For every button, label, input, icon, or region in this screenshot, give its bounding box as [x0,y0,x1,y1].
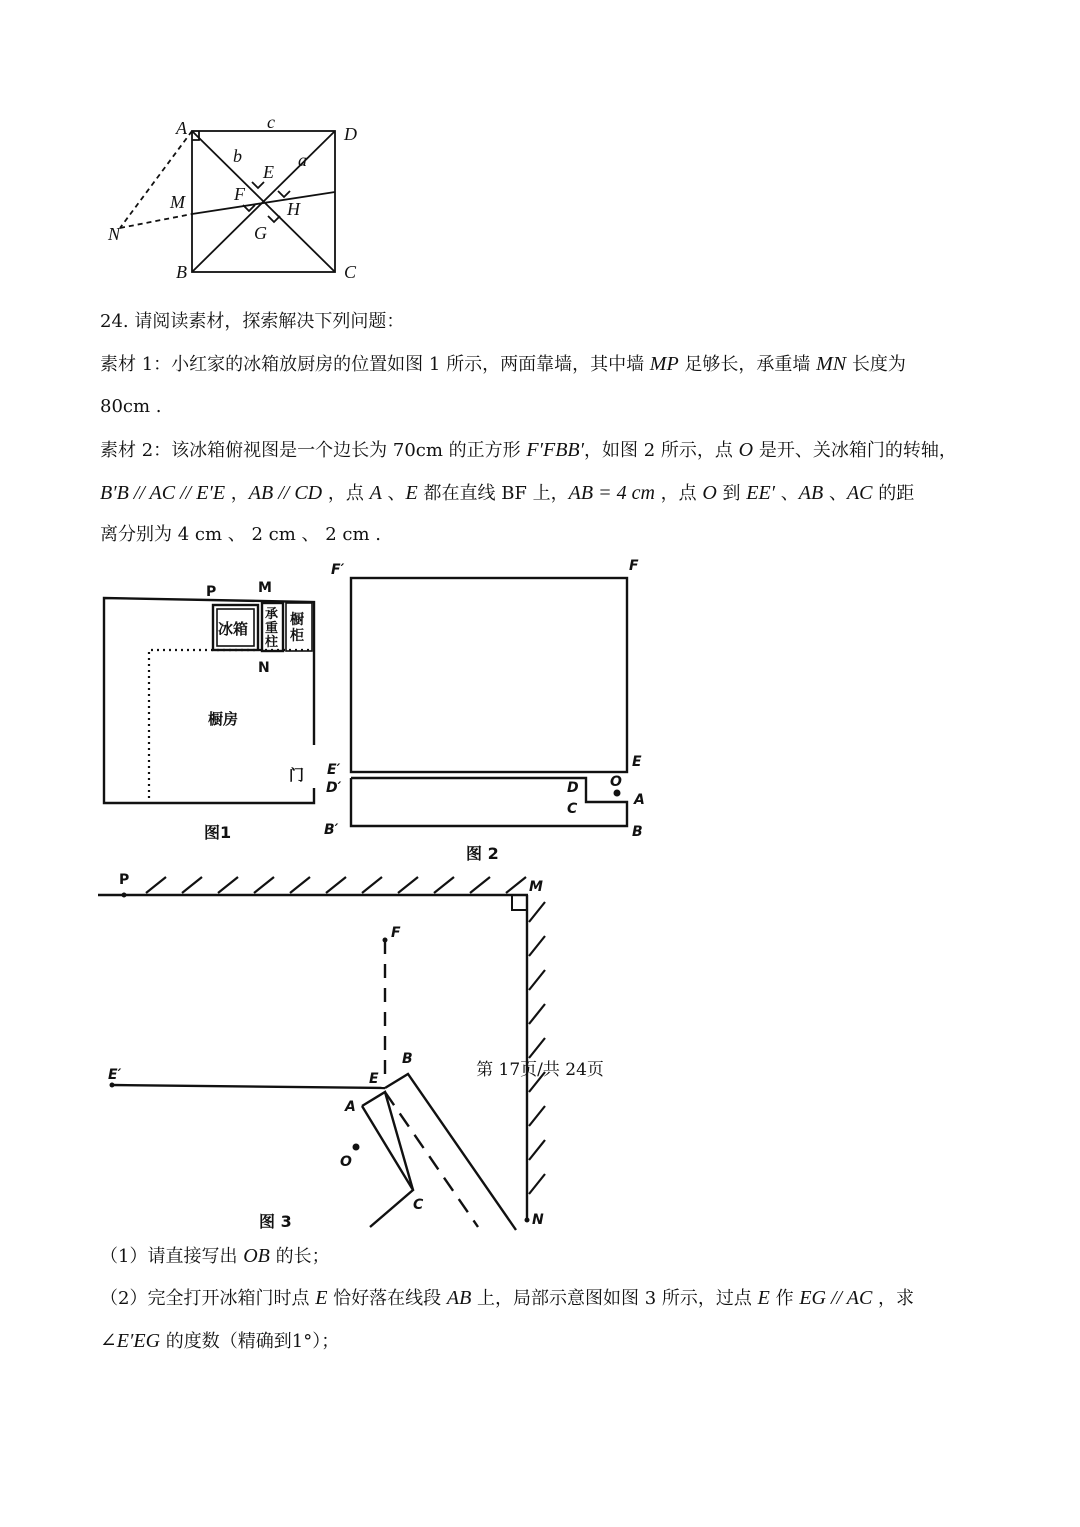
fig2-label-Fp: F′ [331,562,345,578]
m2-text-i: 到 [716,483,747,504]
m2-text-a: 素材 2：该冰箱俯视图是一个边长为 70cm 的正方形 [100,440,527,461]
m2-ab-cd: AB // CD [248,482,323,504]
material-2-line3: 离分别为 4 cm 、 2 cm 、 2 cm . [100,524,382,545]
material-2-line2 [100,479,914,508]
m2-AB: AB [798,482,824,504]
fig2-caption: 图 2 [466,844,499,863]
fig3-label-Ep: E′ [108,1067,122,1083]
fridge-body [351,578,627,772]
label-E: E [263,162,274,182]
m1-mn: MN [816,353,847,375]
q24-intro: 24. 请阅读素材，探索解决下列问题： [100,311,405,332]
label-c: c [267,112,275,132]
point-e-prime [110,1083,115,1088]
label-A: A [176,118,187,138]
q2-ab: AB [446,1287,472,1309]
m2-o: O [738,439,754,461]
point-n [525,1218,530,1223]
fig2-label-O: O [610,774,622,790]
fig2-label-Ep: E′ [327,762,341,778]
m2-text-l: 的距 [872,483,915,504]
label-N: N [108,224,121,244]
m2-text-j: 、 [775,483,799,504]
q2-text-f: 的度数（精确到1°）； [160,1331,340,1352]
fig3-label-A: A [345,1099,356,1115]
point-p [122,893,127,898]
label-C: C [344,262,357,282]
cabinet-label-2: 柜 [290,628,304,644]
m2-AC: AC [846,482,873,504]
label-a: a [298,150,307,170]
pillar-label-3: 柱 [265,635,279,650]
q1-text-a: （1）请直接写出 [100,1246,244,1267]
fig3-label-C: C [413,1197,424,1213]
m2-E: E [405,482,418,504]
q2-angle: ∠E′EG [100,1330,161,1352]
fig2-label-Bp: B′ [324,822,339,838]
fig2-label-Dp: D′ [326,780,342,796]
fig2-label-C: C [567,801,578,817]
fig2-label-D: D [567,780,579,796]
m2-text-d: ， [225,483,249,504]
fig3-label-P: P [119,872,130,888]
wall-pm-hatch [146,877,526,893]
m2-text-h: ，点 [654,483,703,504]
q1-ob: OB [243,1245,270,1267]
m1-text-b: 足够长，承重墙 [678,354,817,375]
label-G: G [254,223,267,243]
pillar-label-1: 承 [265,607,279,622]
fig3-label-M: M [529,879,543,895]
material-2-line1 [100,436,957,465]
kitchen-label: 橱房 [208,710,239,728]
fig3-label-E: E [369,1071,379,1087]
page-footer: 第 17页/共 24页 [476,1060,604,1080]
m2-text-c: 是开、关冰箱门的转轴， [753,440,957,461]
label-b: b [233,146,242,166]
label-D: D [344,124,357,144]
q2-e2: E [757,1287,770,1309]
m2-ab-len: AB = 4 cm [568,482,655,504]
q1-text-b: 的长； [269,1246,330,1267]
pivot-o-open [353,1144,360,1151]
q2-text-a: （2）完全打开冰箱门时点 [100,1288,316,1309]
fig1-label-M: M [258,580,272,596]
line-e-prime-e [112,1085,385,1088]
fig2-label-F: F [629,558,639,574]
m2-A: A [369,482,382,504]
q2-text-b: 恰好落在线段 [327,1288,447,1309]
open-door-outline [385,1074,516,1230]
m2-ee: EE′ [746,482,776,504]
m2-O2: O [702,482,717,504]
m2-text-f: 、 [381,483,406,504]
wall-mn-hatch [529,902,545,1194]
label-H: H [287,199,300,219]
question-2-line2 [100,1327,339,1356]
fig3-label-O: O [340,1154,352,1170]
label-M: M [170,192,185,212]
m1-mp: MP [649,353,679,375]
fig3-label-N: N [532,1212,544,1228]
label-B: B [176,262,187,282]
question-2-line1 [100,1284,914,1313]
pillar-label-2: 重 [265,621,279,636]
q2-text-d: 作 [769,1288,800,1309]
cabinet-label-1: 橱 [290,612,304,628]
m2-text-e: ，点 [322,483,370,504]
q2-e: E [315,1287,328,1309]
fridge-label: 冰箱 [218,620,249,638]
m2-square: F′FBB′ [526,439,585,461]
fig3-caption: 图 3 [259,1212,292,1231]
m2-parallel: B′B // AC // E′E [100,482,226,504]
door-label: 门 [289,766,305,784]
point-f [383,938,388,943]
fig1-caption: 图1 [204,823,232,842]
right-angle-m [512,895,527,910]
fig3-label-B: B [402,1051,413,1067]
q2-text-c: 上，局部示意图如图 3 所示，过点 [471,1288,758,1309]
label-F: F [234,184,245,204]
m2-text-g: 都在直线 BF 上， [417,483,569,504]
fig2-label-A: A [634,792,645,808]
m2-text-b: ，如图 2 所示，点 [584,440,739,461]
fig1-label-N: N [258,660,270,676]
fig3-label-F: F [391,925,401,941]
fridge-door [351,778,627,826]
pivot-o [614,790,621,797]
fig2-label-B: B [632,824,643,840]
fig1-label-P: P [206,584,217,600]
material-1-line2: 80cm . [100,396,162,417]
question-1 [100,1242,330,1271]
m1-text-a: 素材 1：小红家的冰箱放厨房的位置如图 1 所示，两面靠墙，其中墙 [100,354,650,375]
door-centerline [385,1092,478,1227]
m1-text-c: 长度为 [846,354,906,375]
q2-text-e: ，求 [872,1288,915,1309]
q2-parallel: EG // AC [799,1287,873,1309]
m2-text-k: 、 [823,483,847,504]
fig2-label-E: E [632,754,642,770]
